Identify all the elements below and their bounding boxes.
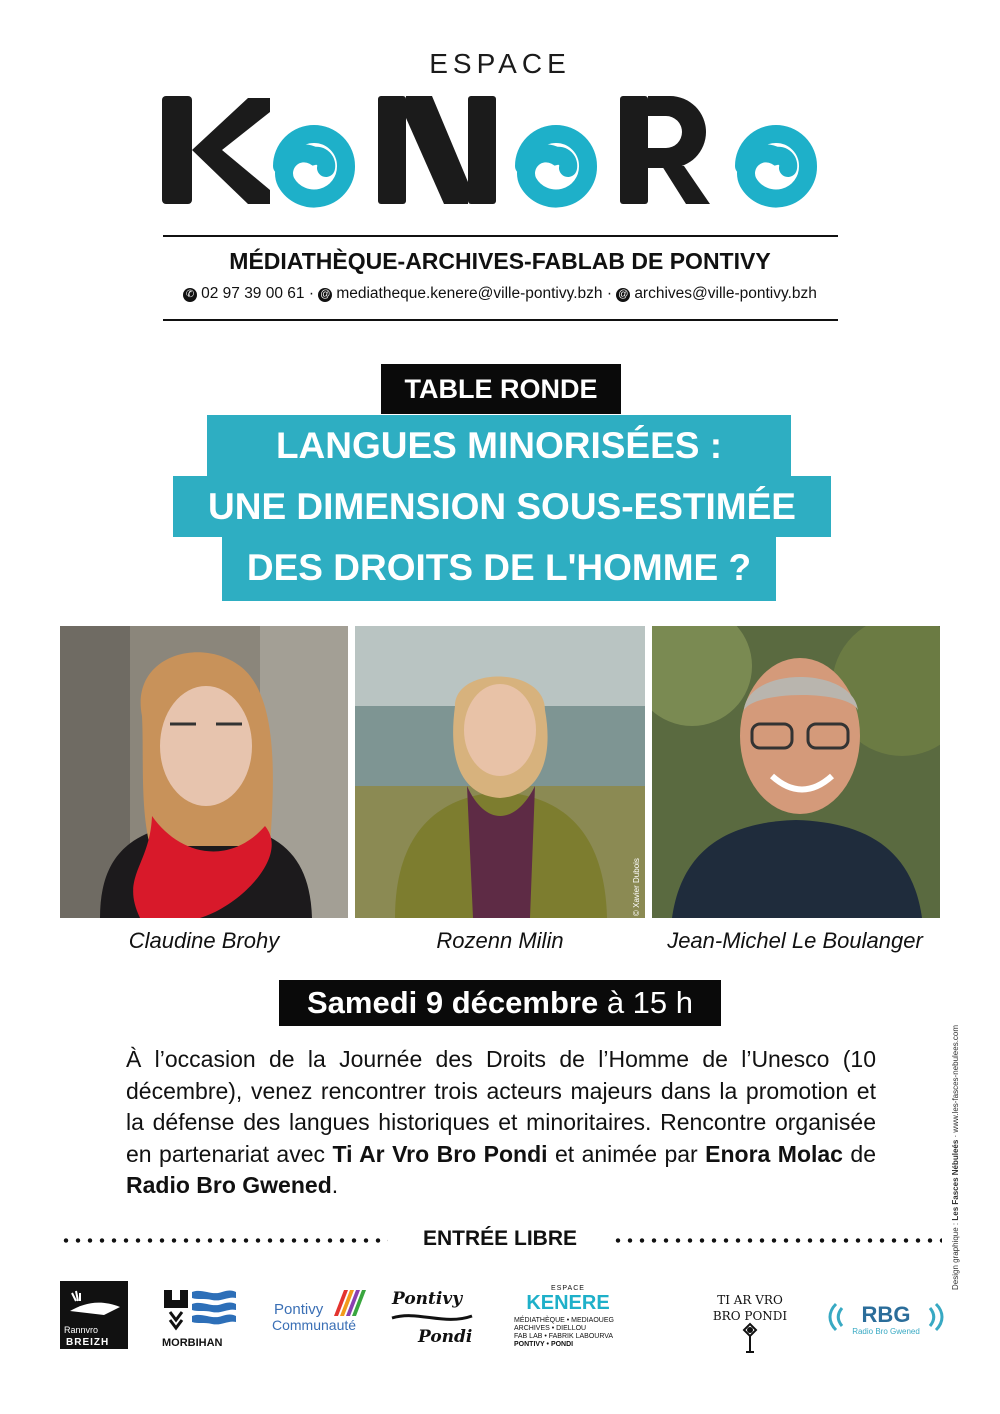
kenere-logo [150, 78, 850, 213]
rbg-label: RBG [861, 1302, 911, 1327]
at-icon: @ [320, 289, 331, 300]
speaker-name-leboulanger: Jean-Michel Le Boulanger [667, 928, 923, 953]
description-text: et animée par [547, 1140, 706, 1167]
kenere-small-name: KENERE [526, 1292, 610, 1314]
title-line-1: LANGUES MINORISÉES : [207, 415, 791, 476]
credit-prefix: Design graphique : [951, 1220, 960, 1290]
dotted-rule-right [612, 1238, 942, 1243]
pontivy-pondi-line2: Pondi [418, 1327, 473, 1347]
radio-bro-gwened-logo [826, 1296, 946, 1338]
radio-name: Radio Bro Gwened [126, 1172, 332, 1198]
phone-icon: ✆ [183, 288, 197, 302]
entry-free-label: ENTRÉE LIBRE [422, 1227, 577, 1250]
breizh-label: BREIZH [66, 1337, 110, 1348]
speaker-photo-brohy [60, 626, 348, 918]
speaker-photo-leboulanger [652, 626, 940, 918]
event-description [126, 1044, 876, 1202]
separator: · [308, 285, 315, 302]
header-bottom-rule [163, 319, 838, 321]
contact-line [0, 285, 1000, 303]
separator: · [606, 285, 612, 302]
kenere-small-line3: FAB LAB • FABRIK LABOURVA [514, 1333, 614, 1340]
host-name: Enora Molac [705, 1140, 843, 1167]
photo-credit: © Xavier Dubois [632, 858, 641, 916]
ti-ar-vro-logo [700, 1286, 800, 1356]
morbihan-label: MORBIHAN [162, 1337, 223, 1349]
kenere-small-espace: ESPACE [551, 1285, 585, 1292]
morbihan-logo [158, 1286, 242, 1350]
speaker-name-brohy: Claudine Brohy [128, 928, 280, 953]
espace-label: ESPACE [429, 48, 571, 79]
title-line-2: UNE DIMENSION SOUS-ESTIMÉE [173, 476, 831, 537]
email-mediatheque[interactable]: mediatheque.kenere@ville-pontivy.bzh [336, 285, 603, 302]
description-text: . [331, 1172, 339, 1198]
ti-ar-vro-line2: BRO PONDI [712, 1309, 788, 1323]
pontivy-comm-line2: Communauté [272, 1317, 357, 1333]
at-icon: @ [618, 289, 629, 300]
rbg-sub-label: Radio Bro Gwened [852, 1327, 920, 1336]
kenere-small-line1: MÉDIATHÈQUE • MEDIAOUEG [514, 1317, 614, 1324]
pontivy-pondi-logo [388, 1284, 476, 1348]
event-date [279, 980, 721, 1026]
partner-name: Ti Ar Vro Bro Pondi [332, 1140, 548, 1167]
kenere-small-logo [506, 1281, 631, 1351]
dotted-rule-left [60, 1238, 388, 1243]
header-top-rule [163, 235, 838, 237]
pontivy-communaute-logo [268, 1286, 368, 1346]
credit-url: · www.les-fasces-nebulees.com [951, 1024, 960, 1140]
institution-subtitle: MÉDIATHÈQUE-ARCHIVES-FABLAB DE PONTIVY [229, 248, 771, 274]
rannvro-label: Rannvro [64, 1325, 99, 1335]
speaker-name-milin: Rozenn Milin [436, 928, 564, 953]
email-archives[interactable]: archives@ville-pontivy.bzh [634, 285, 817, 302]
pontivy-pondi-line1: Pontivy [392, 1289, 463, 1309]
pontivy-comm-line1: Pontivy [274, 1301, 324, 1318]
speaker-photo-milin [355, 626, 645, 918]
kenere-small-line4: PONTIVY • PONDI [514, 1341, 574, 1348]
event-date-day: Samedi 9 décembre [306, 985, 599, 1020]
description-text: de [842, 1140, 876, 1167]
credit-name: Les Fasces Nébuleés [951, 1139, 960, 1221]
description-text: À l’occasion de la Journée des Droits de l’Homme de l’Unesco (10 décembre), venez rencontrer trois acteurs majeurs dans la promotion et la défense des langues historiques et minoritaires. Rencontre organisée en partenariat avec [126, 1046, 876, 1167]
phone-number[interactable]: 02 97 39 00 61 [201, 285, 305, 302]
event-date-time: à 15 h [606, 985, 694, 1020]
title-line-3: DES DROITS DE L'HOMME ? [222, 537, 776, 601]
design-credit [951, 1025, 960, 1290]
event-type-label: TABLE RONDE [381, 364, 621, 414]
ti-ar-vro-line1: TI AR VRO [717, 1293, 783, 1307]
kenere-small-line2: ARCHIVES • DIELLOU [514, 1325, 587, 1332]
rannvro-breizh-logo [60, 1281, 128, 1349]
